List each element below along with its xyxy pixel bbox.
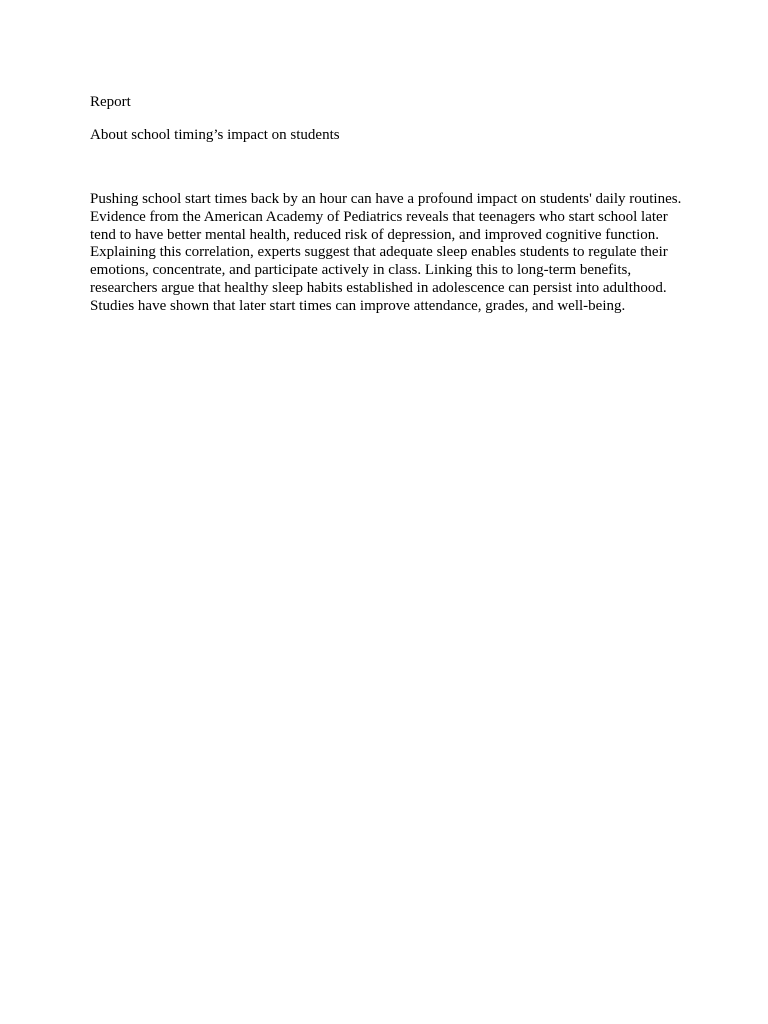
document-title: About school timing’s impact on students [90,127,340,143]
document-label: Report [90,94,131,110]
document-body [90,92,682,316]
document-paragraph: Pushing school start times back by an hour can have a profound impact on students' daily routines. Evidence from the American Academy of Pediatrics reveals that teenagers who start school later tend to have better mental health, reduced risk of depression, and improved cognitive function. Explaining this correlation, experts suggest that adequate sleep enables students to regulate their emotions, concentrate, and participate actively in class. Linking this to long-term benefits, researchers argue that healthy sleep habits established in adolescence can persist into adulthood. Studies have shown that later start times can improve attendance, grades, and well-being. [90,191,682,314]
